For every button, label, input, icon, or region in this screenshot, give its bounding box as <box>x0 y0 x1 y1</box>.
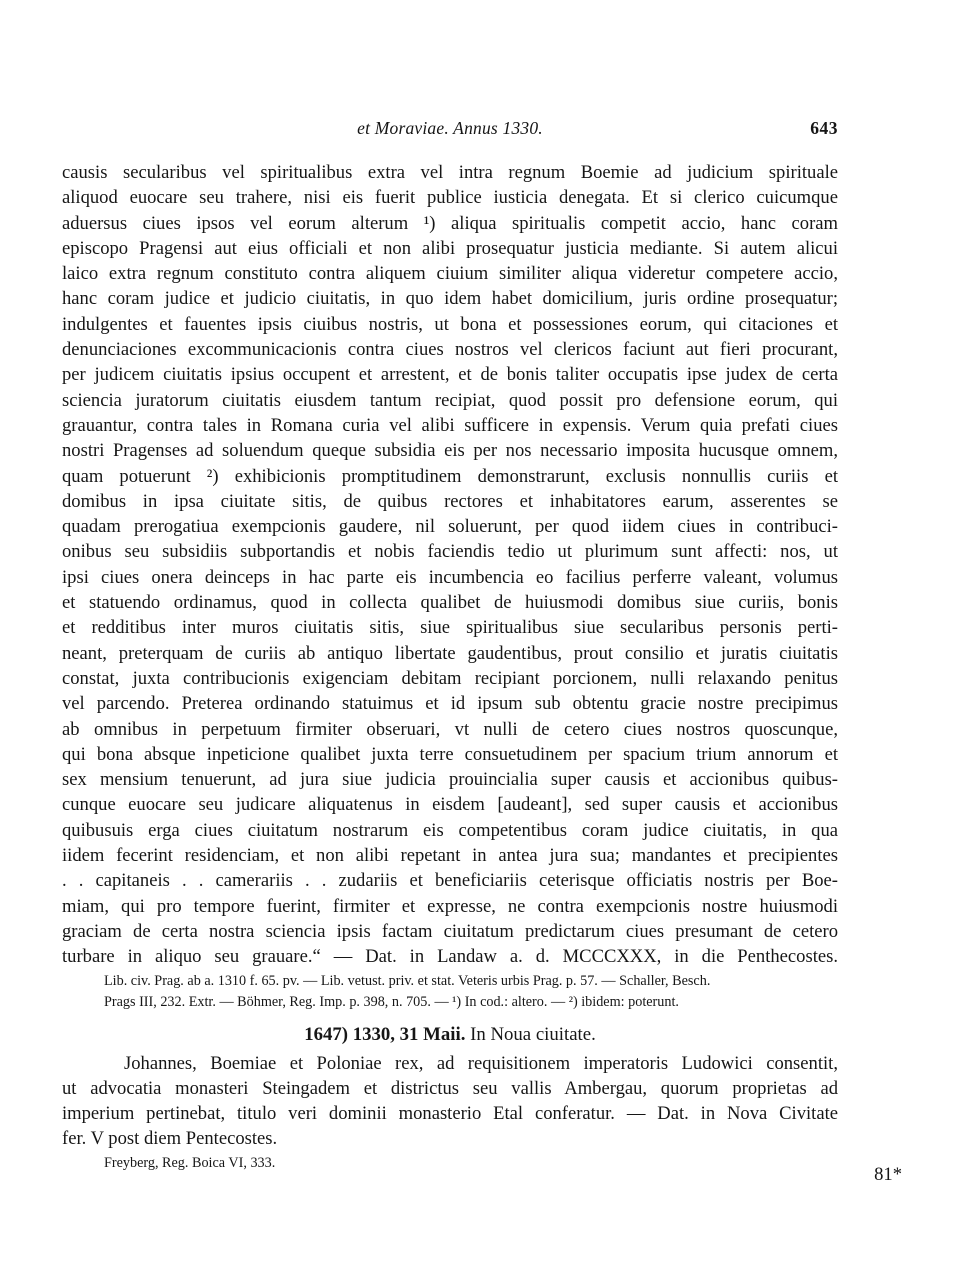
charter-place: In Noua ciuitate. <box>470 1023 596 1045</box>
document-page <box>62 118 838 1173</box>
regest-line: fer. V post diem Pentecostes. <box>62 1128 278 1150</box>
text-line: et statuendo ordinamus, quod in collecta qualibet de huiusmodi domibus siue curiis, bonis <box>62 592 838 614</box>
text-line: denunciaciones excommunicacionis contra ciues nostros vel clericos faciunt aut fieri procurant, <box>62 339 838 361</box>
text-line: hanc coram judice et judicio ciuitatis, in quo idem habet domicilium, juris ordine prosequatur; <box>62 288 838 310</box>
text-line: sex mensium tenuerunt, ad jura siue judicia prouincialia super causis et accionibus quibus- <box>62 769 838 791</box>
regest-line: ut advocatia monasteri Steingadem et districtus seu vallis Ambergau, quorum proprietas ad <box>62 1077 838 1099</box>
text-line: neant, preterquam de curiis ab antiquo libertate gaudentibus, prout consilio et juratis ciuitatis <box>62 642 838 664</box>
text-line: constat, juxta contribucionis exigenciam debitam recipiant porcionem, nulli relaxando penitus <box>62 667 838 689</box>
regest-line: Johannes, Boemiae et Poloniae rex, ad requisitionem imperatoris Ludowici consentit, <box>124 1052 838 1074</box>
regest-line: imperium pertinebat, titulo veri dominii monasterio Etal conferatur. — Dat. in Nova Civitate <box>62 1103 838 1125</box>
text-line: vel parcendo. Preterea ordinando statuimus et id ipsum sub obtentu gracie nostre precipimus <box>62 693 838 715</box>
note-line: Lib. civ. Prag. ab a. 1310 f. 65. pv. — Lib. vetust. priv. et stat. Veteris urbis Prag. p. 57. — Schaller, Besch. <box>104 972 711 989</box>
text-line: indulgentes et fauentes ipsis ciuibus nostris, ut bona et possessiones eorum, qui citaciones et <box>62 313 838 335</box>
text-line: ipsi ciues onera deinceps in hac parte eis incumbencia eo facilius perferre valeant, volumus <box>62 566 838 588</box>
text-line: et redditibus inter muros ciuitatis sitis, siue spiritualibus siue secularibus personis perti- <box>62 617 838 639</box>
text-line: miam, qui pro tempore fuerint, firmiter et expresse, ne contra exempcionis nostre huiusmodi <box>62 895 838 917</box>
document-body-text <box>62 160 838 970</box>
text-line: nostri Pragenses ad soluendum queque subsidia eis per nos necessario imposita hucusque omnem, <box>62 440 838 462</box>
text-line: graciam de certa nostra sciencia ipsis factam ciuitatum predictarum ciues presumant de cetero <box>62 920 838 942</box>
text-line: causis secularibus vel spiritualibus extra vel intra regnum Boemie ad judicium spirituale <box>62 162 838 183</box>
text-line: aduersus ciues ipsos vel eorum alterum ¹) aliqua spiritualis competit accio, hanc coram <box>62 212 838 234</box>
page-number: 643 <box>810 118 838 138</box>
text-line: aliquod euocare seu trahere, nisi eis fuerit publice iusticia denegata. Et si clerico cuicumque <box>62 187 838 209</box>
charter-regest-text <box>62 1051 838 1152</box>
text-line: turbare in aliquo seu grauare.“ — Dat. in Landaw a. d. MCCCXXX, in die Penthecostes. <box>62 946 838 968</box>
text-line: cunque euocare seu judicare aliquatenus in eisdem [audeant], sed super causis et accionibus <box>62 794 838 816</box>
charter-entry-heading <box>62 1022 838 1048</box>
text-line: iidem fecerint residenciam, et non alibi repetant in antea jura sua; mandantes et precipientes <box>62 845 838 867</box>
text-line: grauantur, contra tales in Romana curia vel alibi sufficere in expensis. Verum quia prefati ciues <box>62 414 838 436</box>
text-line: . . capitaneis . . camerariis . . zudariis et beneficiariis ceterisque officiatis nostris per Boe- <box>62 870 838 892</box>
note-line: Prags III, 232. Extr. — Böhmer, Reg. Imp. p. 398, n. 705. — ¹) In cod.: altero. — ²) ibidem: poterunt. <box>104 993 679 1010</box>
text-line: domibus in ipsa ciuitate sitis, de quibus rectores et inhabitatores earum, asserentes se <box>62 490 838 512</box>
text-line: sciencia juratorum ciuitatis eiusdem tantum recipiat, quod possit pro defensione eorum, qui <box>62 389 838 411</box>
text-line: onibus seu subsidiis subportandis et nobis faciendis tedio ut plurimum sunt affecti: nos, ut <box>62 541 838 563</box>
text-line: per judicem ciuitatis ipsius occupent et arrestent, et de bonis taliter occupatis ipse judex de certa <box>62 364 838 386</box>
text-line: quam potuerunt ²) exhibicionis promptitudinem demonstrarunt, exclusis nonnullis curiis et <box>62 465 838 487</box>
text-line: qui bona absque inpeticione qualibet juxta terre consuetudinem per spacium trium annorum et <box>62 743 838 765</box>
text-line: laico extra regnum constituto contra aliquem ciuium similiter aliqua videretur competere accio, <box>62 263 838 285</box>
text-line: ab omnibus in perpetuum firmiter obseruari, vt nulli de cetero ciues nostros quoscunque, <box>62 718 838 740</box>
charter-source-reference: Freyberg, Reg. Boica VI, 333. <box>104 1154 276 1171</box>
critical-apparatus-notes <box>62 971 838 1013</box>
page-header <box>62 118 838 144</box>
text-line: quadam prerogatiua exempcionis gaudere, nil soluerunt, per quod iidem ciues in contribuci- <box>62 516 838 538</box>
running-title: et Moraviae. Annus 1330. <box>357 118 543 138</box>
text-line: episcopo Pragensi aut eius officiali et non alibi prosequatur justicia mediante. Si autem alicui <box>62 237 838 259</box>
charter-number-date: 1647) 1330, 31 Maii. <box>304 1023 466 1045</box>
signature-mark: 81* <box>874 1164 902 1185</box>
text-line: quibusuis erga ciues ciuitatum nostrarum eis competentibus coram judice ciuitatis, in qua <box>62 819 838 841</box>
